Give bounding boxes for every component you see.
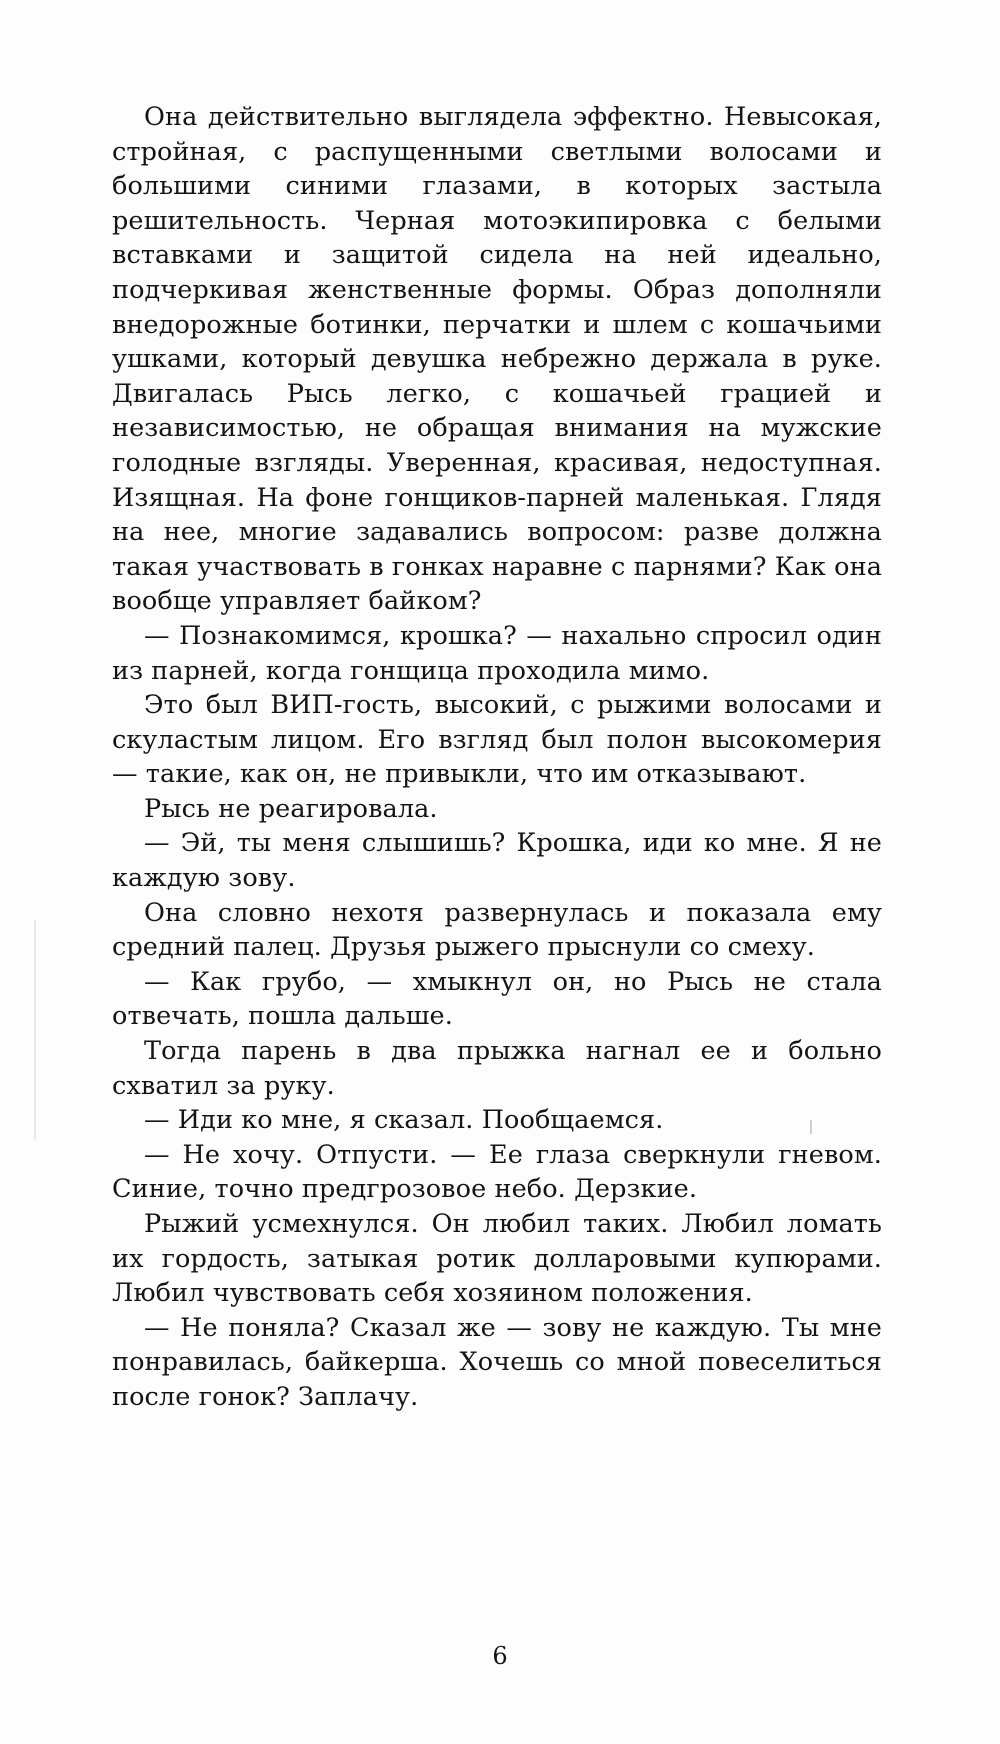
page-number: 6	[492, 1642, 508, 1670]
paragraph-3: Это был ВИП-гость, высокий, с рыжими волосами и скуластым лицом. Его взгляд был полон высокомерия — такие, как он, не привыкли, что им отказывают.	[112, 690, 882, 790]
paragraph-11: Рыжий усмехнулся. Он любил таких. Любил ломать их гордость, затыкая ротик долларовыми купюрами. Любил чувствовать себя хозяином положения.	[112, 1209, 882, 1309]
body-text	[112, 100, 882, 1415]
paragraph-4: Рысь не реагировала.	[144, 793, 438, 824]
paragraph-7: — Как грубо, — хмыкнул он, но Рысь не стала отвечать, пошла дальше.	[112, 966, 882, 1032]
paragraph-2: — Познакомимся, крошка? — нахально спросил один из парней, когда гонщица проходила мимо.	[112, 620, 882, 686]
paragraph-12: — Не поняла? Сказал же — зову не каждую. Ты мне понравилась, байкерша. Хочешь со мной повеселиться после гонок? Заплачу.	[112, 1312, 882, 1412]
paragraph-9: — Иди ко мне, я сказал. Пообщаемся.	[144, 1105, 664, 1136]
left-margin-scan-mark	[34, 920, 36, 1140]
paragraph-6: Она словно нехотя развернулась и показала ему средний палец. Друзья рыжего прыснули со смеху.	[112, 897, 882, 963]
paragraph-8: Тогда парень в два прыжка нагнал ее и больно схватил за руку.	[112, 1036, 882, 1101]
paragraph-1: Она действительно выглядела эффектно. Невысокая, стройная, с распущенными светлыми волосами и большими синими глазами, в которых застыла решительность. Черная мотоэкипировка с белыми вставками и защитой сидела на ней идеально, подчеркивая женственные формы. Образ дополняли внедорожные ботинки, перчатки и шлем с кошачьими ушками, который девушка небрежно держала в руке. Двигалась Рысь легко, с кошачьей грацией и независимостью, не обращая внимания на мужские голодные взгляды. Уверенная, красивая, недоступная. Изящная. На фоне гонщиков-парней маленькая. Глядя на нее, многие задавались вопросом: разве должна такая участвовать в гонках наравне с парнями? Как она вообще управляет байком?	[112, 102, 882, 617]
paragraph-5: — Эй, ты меня слышишь? Крошка, иди ко мне. Я не каждую зову.	[112, 828, 882, 894]
paragraph-10: — Не хочу. Отпусти. — Ее глаза сверкнули гневом. Синие, точно предгрозовое небо. Дерзкие.	[112, 1139, 882, 1205]
right-margin-scan-mark	[810, 1120, 812, 1134]
